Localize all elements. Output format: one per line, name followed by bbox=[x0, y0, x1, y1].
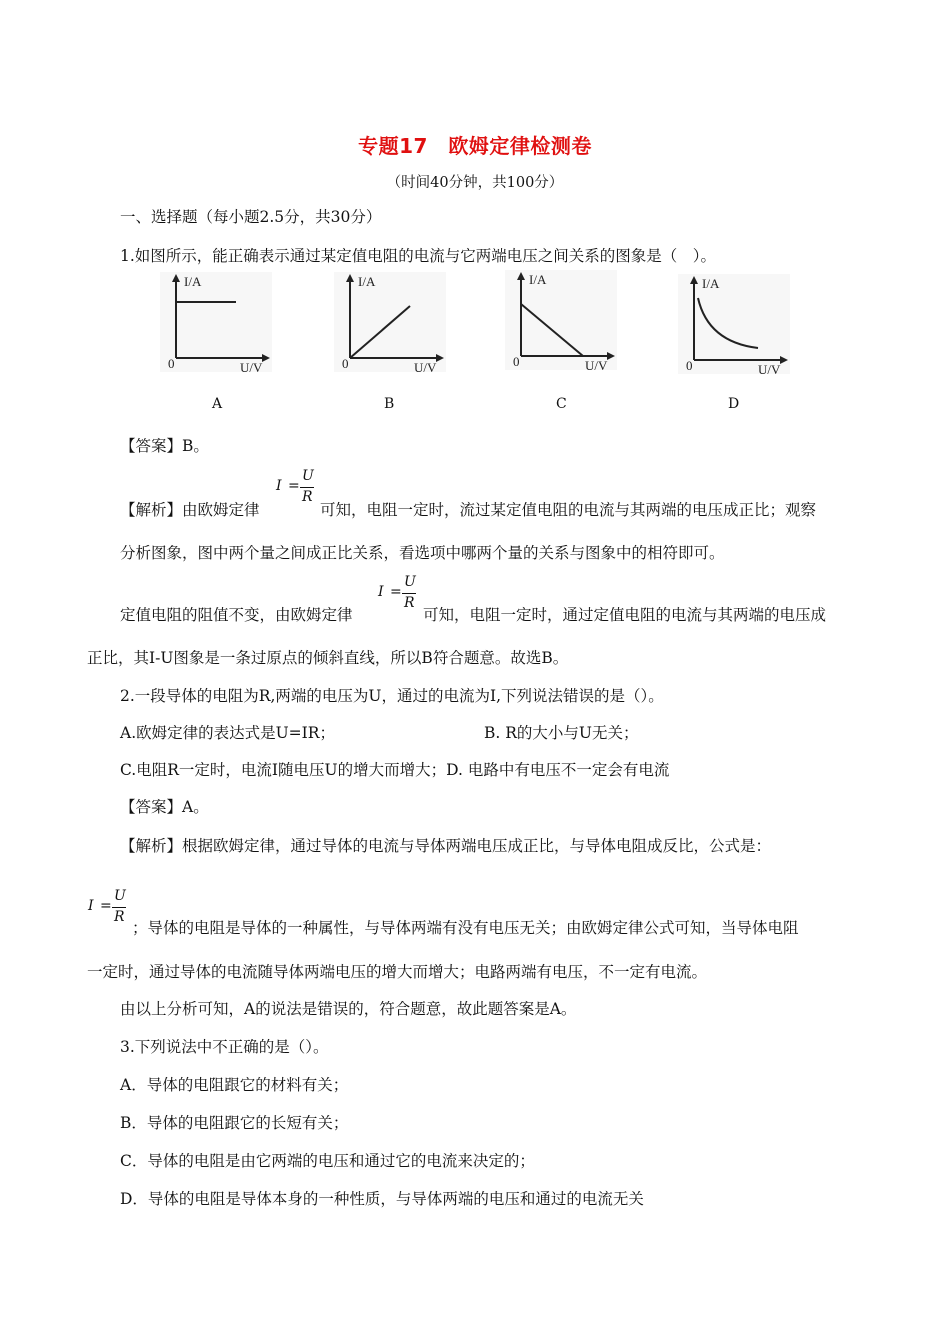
q2-answer: 【答案】A。 bbox=[120, 798, 209, 816]
section-heading: 一、选择题（每小题2.5分，共30分） bbox=[120, 208, 382, 226]
q3-option-b: B．导体的电阻跟它的长短有关； bbox=[120, 1114, 349, 1132]
graph-b-label: B bbox=[384, 396, 395, 412]
graph-b-origin: 0 bbox=[342, 356, 349, 371]
graph-a bbox=[160, 272, 272, 372]
q2-option-b: B. R的大小与U无关； bbox=[484, 724, 639, 742]
graph-a-origin: 0 bbox=[168, 356, 175, 371]
q1-analysis-line2: 分析图象，图中两个量之间成正比关系，看选项中哪两个量的关系与图象中的相符即可。 bbox=[120, 544, 725, 562]
graph-d bbox=[678, 274, 790, 374]
q1-answer: 【答案】B。 bbox=[120, 437, 209, 455]
q1-analysis-p2-rest: 可知，电阻一定时，通过定值电阻的电流与其两端的电压成 bbox=[423, 606, 827, 624]
graph-c-label: C bbox=[556, 396, 567, 412]
q1-stem: 1.如图所示，能正确表示通过某定值电阻的电流与它两端电压之间关系的图象是（ ）。 bbox=[120, 247, 717, 265]
formula-lhs: I bbox=[276, 478, 282, 494]
graph-c-origin: 0 bbox=[513, 354, 520, 369]
page-title: 专题17 欧姆定律检测卷 bbox=[358, 134, 592, 158]
formula-num: U bbox=[302, 468, 314, 484]
q2-option-a: A.欧姆定律的表达式是U=IR； bbox=[120, 724, 335, 742]
graph-d-xlabel: U/V bbox=[758, 362, 781, 374]
q2-analysis-1: 【解析】根据欧姆定律，通过导体的电流与导体两端电压成正比，与导体电阻成反比，公式是： bbox=[120, 837, 772, 855]
graph-a-ylabel: I/A bbox=[184, 274, 202, 289]
q3-option-a: A．导体的电阻跟它的材料有关； bbox=[120, 1076, 349, 1094]
q1-analysis-p2-lead: 定值电阻的阻值不变，由欧姆定律 bbox=[120, 606, 353, 624]
formula-eq: = bbox=[288, 478, 300, 494]
q1-analysis-lead: 【解析】由欧姆定律 bbox=[120, 501, 260, 519]
graph-a-xlabel: U/V bbox=[240, 360, 263, 372]
q2-stem: 2.一段导体的电阻为R,两端的电压为U，通过的电流为I,下列说法错误的是（）。 bbox=[120, 687, 664, 705]
formula-den: R bbox=[302, 489, 313, 505]
graph-d-label: D bbox=[728, 396, 740, 412]
formula-ohm-3: I = U R bbox=[88, 888, 126, 925]
graph-c-xlabel: U/V bbox=[585, 358, 608, 370]
formula-ohm-1 bbox=[276, 468, 316, 512]
graph-b bbox=[334, 272, 446, 372]
q2-analysis-4: 由以上分析可知，A的说法是错误的，符合题意，故此题答案是A。 bbox=[120, 1000, 577, 1018]
formula-ohm-2: I = U R bbox=[378, 574, 416, 611]
exam-subtitle: （时间40分钟，共100分） bbox=[386, 175, 564, 191]
graph-d-origin: 0 bbox=[686, 358, 693, 373]
graph-b-ylabel: I/A bbox=[358, 274, 376, 289]
graph-d-ylabel: I/A bbox=[702, 276, 720, 291]
q1-analysis-p2-line2: 正比，其I-U图象是一条过原点的倾斜直线，所以B符合题意。故选B。 bbox=[87, 649, 569, 667]
graph-b-xlabel: U/V bbox=[414, 360, 437, 372]
q2-option-cd: C.电阻R一定时，电流I随电压U的增大而增大；D. 电路中有电压不一定会有电流 bbox=[120, 761, 670, 779]
q2-analysis-2: ；导体的电阻是导体的一种属性，与导体两端有没有电压无关；由欧姆定律公式可知，当导体电阻 bbox=[132, 919, 799, 937]
q1-analysis-rest: 可知，电阻一定时，流过某定值电阻的电流与其两端的电压成正比；观察 bbox=[320, 501, 817, 519]
q3-option-c: C．导体的电阻是由它两端的电压和通过它的电流来决定的； bbox=[120, 1152, 535, 1170]
q3-stem: 3.下列说法中不正确的是（）。 bbox=[120, 1038, 329, 1056]
graph-c-ylabel: I/A bbox=[529, 272, 547, 287]
q2-analysis-3: 一定时，通过导体的电流随导体两端电压的增大而增大；电路两端有电压，不一定有电流。 bbox=[87, 963, 708, 981]
q3-option-d: D．导体的电阻是导体本身的一种性质，与导体两端的电压和通过的电流无关 bbox=[120, 1190, 644, 1208]
graph-a-label: A bbox=[212, 396, 223, 412]
graph-c bbox=[505, 270, 617, 370]
